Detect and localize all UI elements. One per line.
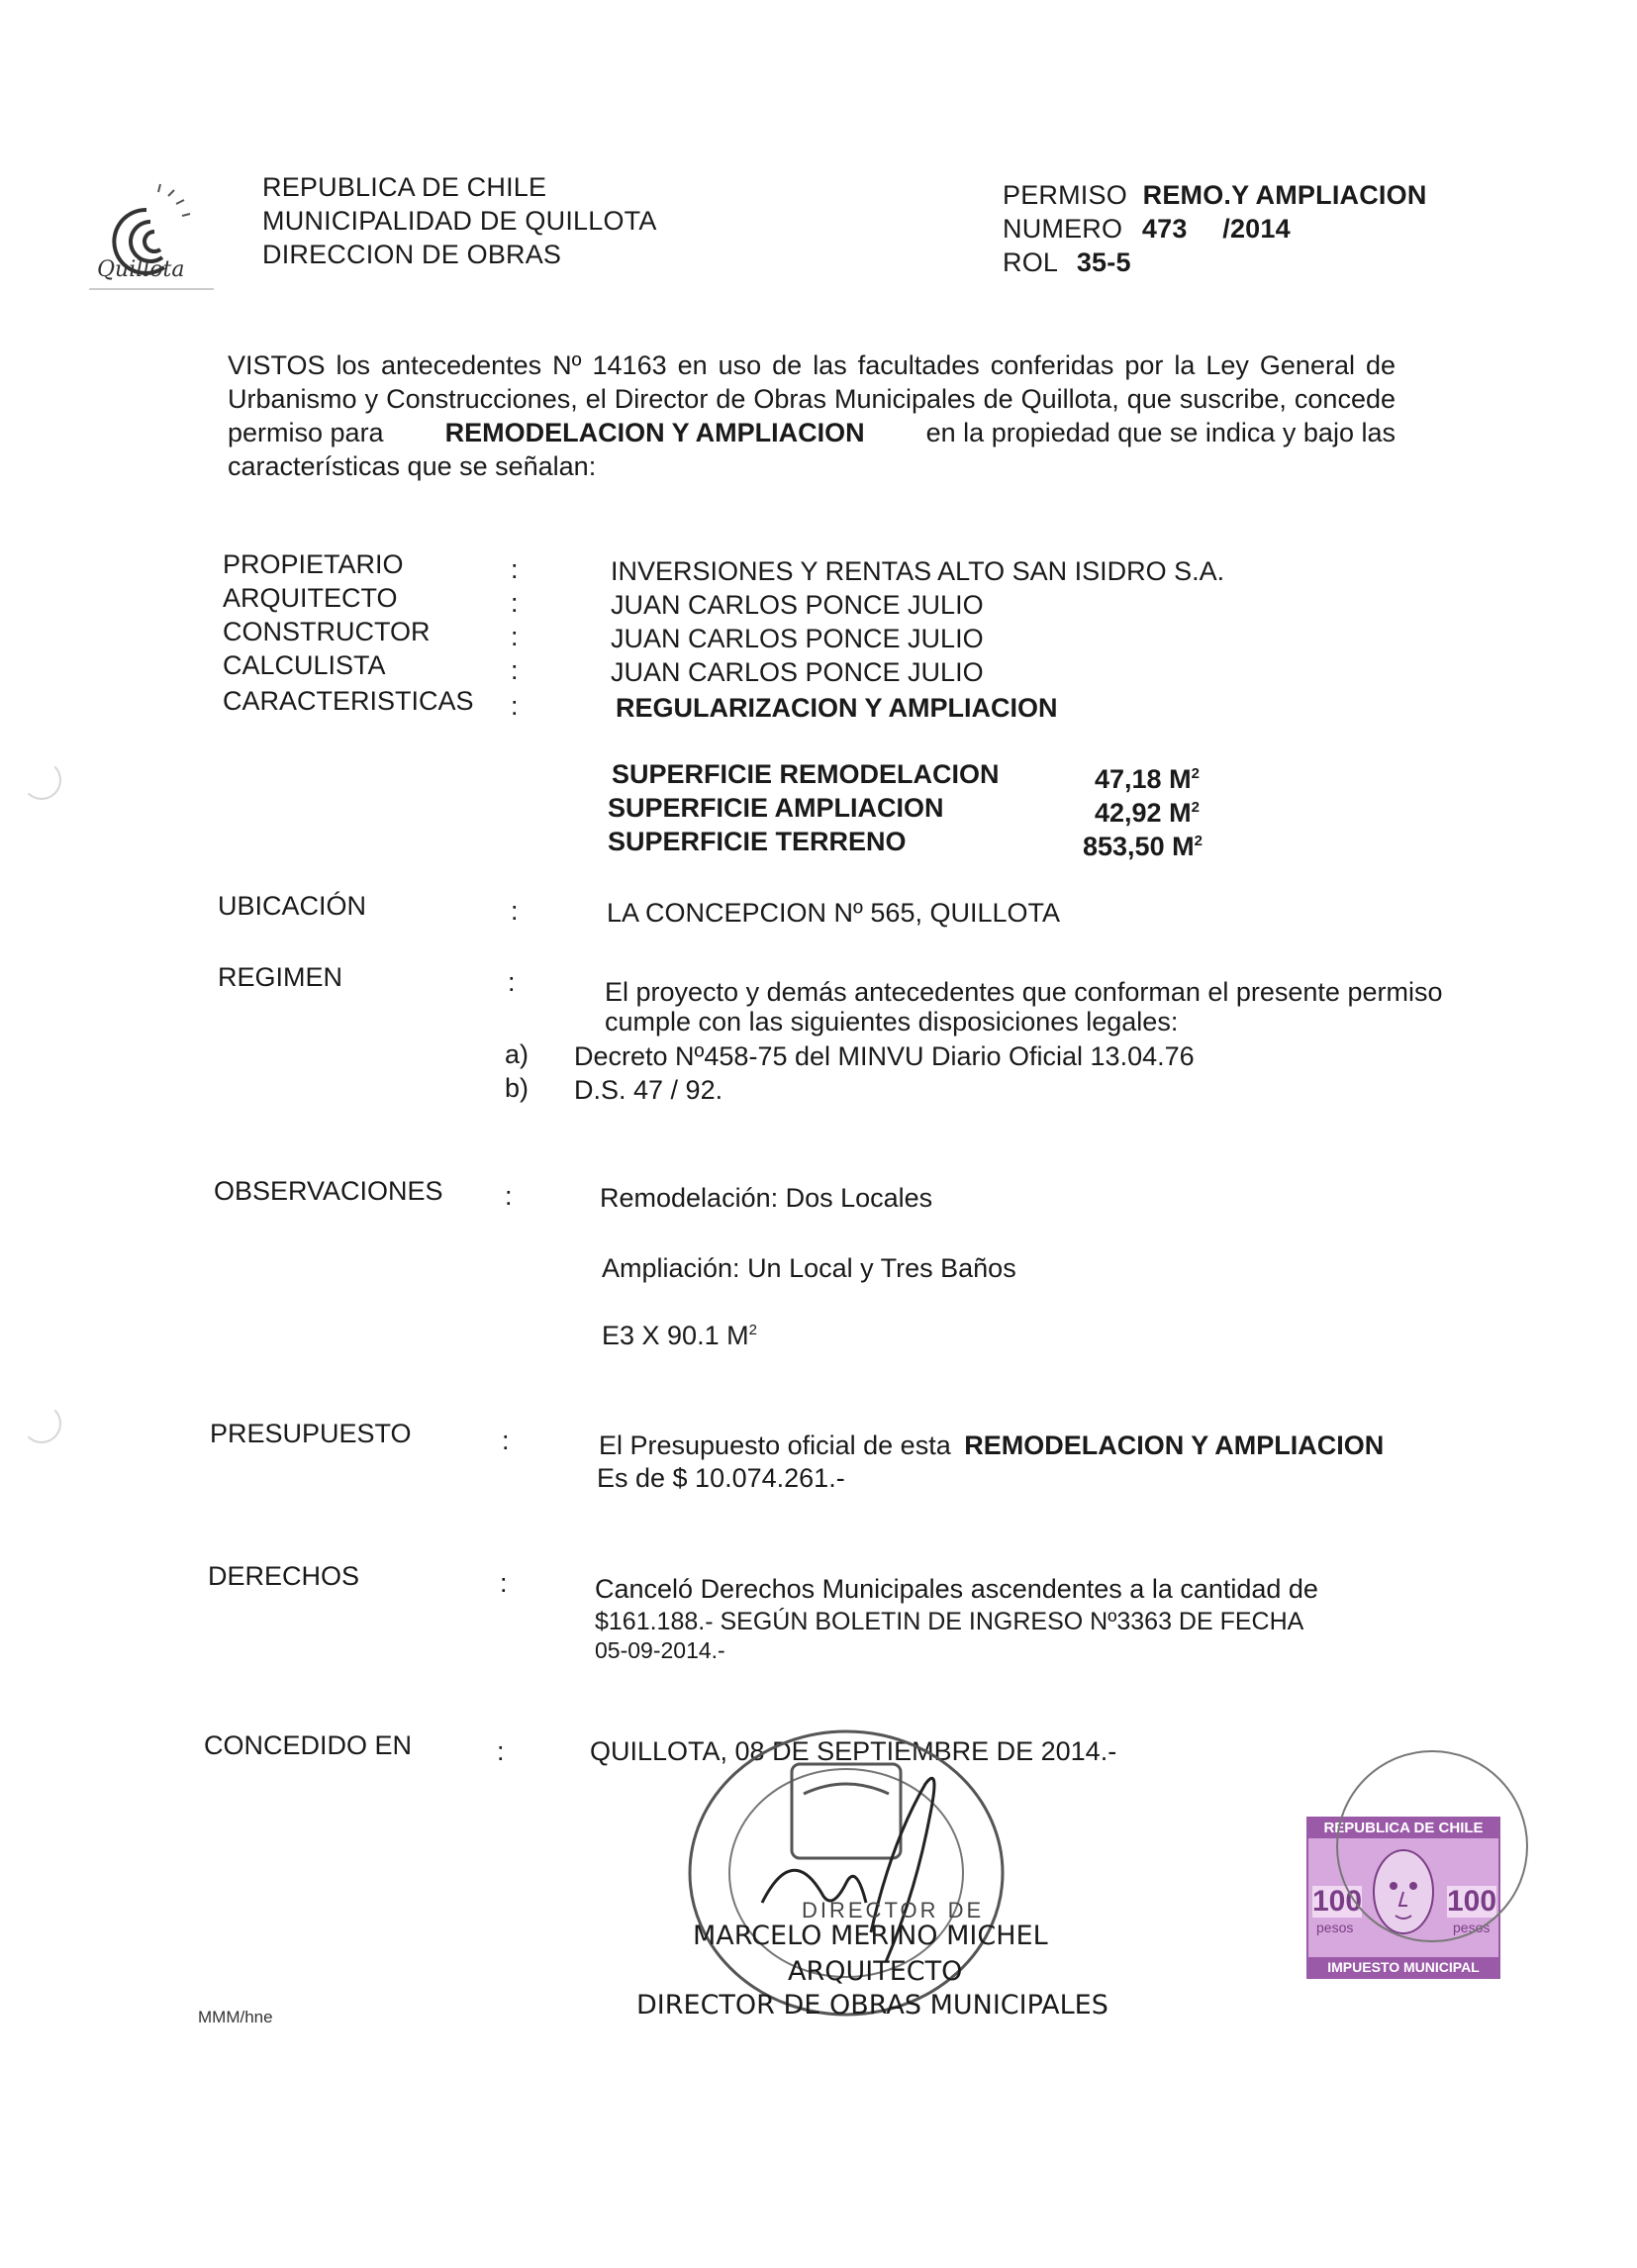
presupuesto-project-type: REMODELACION Y AMPLIACION <box>964 1430 1385 1460</box>
intro-text: permiso para <box>228 418 384 447</box>
punch-hole-mark <box>22 1404 61 1443</box>
field-colon: : <box>511 622 519 651</box>
permit-number-value: 473 <box>1141 214 1188 244</box>
typist-initials: MMM/hne <box>198 2008 273 2026</box>
intro-project-type: REMODELACION Y AMPLIACION <box>444 418 865 447</box>
regimen-item-text: Decreto Nº458-75 del MINVU Diario Oficial 13.04.76 <box>574 1041 1195 1071</box>
calculista-value: JUAN CARLOS PONCE JULIO <box>611 657 984 687</box>
surface-value <box>1095 764 1200 795</box>
regimen-item-marker: a) <box>505 1039 530 1069</box>
observaciones-text: E3 X 90.1 M <box>602 1321 749 1350</box>
intro-line: características que se señalan: <box>228 451 597 481</box>
observaciones-line <box>602 1321 757 1351</box>
signer-name: MARCELO MERINO MICHEL <box>693 1921 1048 1951</box>
revenue-stamp-currency: pesos <box>1316 1920 1354 1935</box>
derechos-line: 05-09-2014.- <box>595 1637 725 1663</box>
observaciones-label: OBSERVACIONES <box>214 1176 443 1206</box>
signer-title: ARQUITECTO <box>788 1956 963 1987</box>
surface-value <box>1095 798 1200 829</box>
regimen-item-text: D.S. 47 / 92. <box>574 1075 723 1105</box>
derechos-label: DERECHOS <box>208 1561 360 1591</box>
permit-info <box>1003 178 1427 279</box>
revenue-stamp-bottom: IMPUESTO MUNICIPAL <box>1306 1957 1500 1977</box>
permit-type-row <box>1003 178 1427 212</box>
rol-row <box>1003 246 1427 279</box>
field-colon: : <box>511 896 519 926</box>
field-colon: : <box>511 588 519 618</box>
permit-number-label: NUMERO <box>1003 214 1123 244</box>
field-colon: : <box>500 1568 508 1598</box>
intro-paragraph <box>228 348 1396 483</box>
permit-type-value: REMO.Y AMPLIACION <box>1142 180 1427 210</box>
arquitecto-label: ARQUITECTO <box>223 583 398 613</box>
field-colon: : <box>497 1736 505 1766</box>
propietario-label: PROPIETARIO <box>223 549 404 579</box>
punch-hole-mark <box>22 760 61 800</box>
rol-label: ROL <box>1003 247 1058 277</box>
presupuesto-line <box>599 1430 1384 1461</box>
permit-number-row <box>1003 212 1427 246</box>
issuer-line: DIRECCION DE OBRAS <box>262 240 562 269</box>
issuer-line: REPUBLICA DE CHILE <box>262 172 547 202</box>
revenue-stamp-value-right: 100 <box>1447 1885 1497 1918</box>
surface-label: SUPERFICIE AMPLIACION <box>608 793 944 823</box>
stamp-inner-text: DIRECTOR DE <box>802 1898 985 1923</box>
municipal-logo <box>87 170 216 304</box>
field-colon: : <box>505 1181 513 1211</box>
observaciones-line: Ampliación: Un Local y Tres Baños <box>602 1253 1016 1283</box>
field-colon: : <box>511 655 519 685</box>
concedido-label: CONCEDIDO EN <box>204 1730 413 1760</box>
intro-line <box>228 416 1396 449</box>
revenue-stamp-top: REPUBLICA DE CHILE <box>1306 1819 1500 1838</box>
ubicacion-label: UBICACIÓN <box>218 891 367 921</box>
derechos-line: $161.188.- SEGÚN BOLETIN DE INGRESO Nº3363 DE FECHA <box>595 1608 1304 1635</box>
regimen-text-line: cumple con las siguientes disposiciones legales: <box>605 1007 1179 1036</box>
caracteristicas-value: REGULARIZACION Y AMPLIACION <box>616 693 1058 723</box>
field-colon: : <box>502 1426 510 1455</box>
calculista-label: CALCULISTA <box>223 650 386 680</box>
presupuesto-label: PRESUPUESTO <box>210 1419 412 1448</box>
unit-superscript: 2 <box>1191 799 1200 816</box>
permit-type-label: PERMISO <box>1003 180 1127 210</box>
derechos-line: Canceló Derechos Municipales ascendentes a la cantidad de <box>595 1574 1318 1604</box>
concedido-value: QUILLOTA, 08 DE SEPTIEMBRE DE 2014.- <box>590 1736 1117 1766</box>
revenue-stamp-value-left: 100 <box>1312 1885 1363 1918</box>
surface-number: 853,50 M <box>1083 832 1195 861</box>
propietario-value: INVERSIONES Y RENTAS ALTO SAN ISIDRO S.A. <box>611 556 1225 586</box>
surface-value <box>1083 832 1203 862</box>
unit-superscript: 2 <box>1194 833 1203 849</box>
permit-number-year: /2014 <box>1222 214 1291 244</box>
intro-text: en la propiedad que se indica y bajo las <box>925 418 1396 447</box>
surface-label: SUPERFICIE TERRENO <box>608 827 907 856</box>
caracteristicas-label: CARACTERISTICAS <box>223 686 474 716</box>
field-colon: : <box>508 967 516 997</box>
surface-number: 42,92 M <box>1095 798 1192 828</box>
constructor-value: JUAN CARLOS PONCE JULIO <box>611 624 984 653</box>
field-colon: : <box>511 691 519 721</box>
unit-superscript: 2 <box>1191 765 1200 782</box>
revenue-stamp-cancel-ring <box>1336 1750 1528 1942</box>
unit-superscript: 2 <box>748 1322 757 1338</box>
regimen-label: REGIMEN <box>218 962 343 992</box>
ubicacion-value: LA CONCEPCION Nº 565, QUILLOTA <box>607 898 1060 928</box>
presupuesto-text: El Presupuesto oficial de esta <box>599 1430 951 1460</box>
surface-number: 47,18 M <box>1095 764 1192 794</box>
arquitecto-value: JUAN CARLOS PONCE JULIO <box>611 590 984 620</box>
surface-label: SUPERFICIE REMODELACION <box>612 759 1000 789</box>
logo-wordmark: Quillota <box>97 257 185 282</box>
intro-line: VISTOS los antecedentes Nº 14163 en uso de las facultades conferidas por la Ley General de <box>228 350 1396 380</box>
field-colon: : <box>511 554 519 584</box>
issuer-block <box>262 170 657 271</box>
regimen-item-marker: b) <box>505 1073 530 1103</box>
signer-role: DIRECTOR DE OBRAS MUNICIPALES <box>636 1990 1108 2021</box>
revenue-stamp-currency: pesos <box>1453 1920 1491 1935</box>
intro-line: Urbanismo y Construcciones, el Director de Obras Municipales de Quillota, que suscribe, concede <box>228 384 1396 414</box>
regimen-text-line: El proyecto y demás antecedentes que conforman el presente permiso <box>605 977 1443 1007</box>
constructor-label: CONSTRUCTOR <box>223 617 431 646</box>
issuer-line: MUNICIPALIDAD DE QUILLOTA <box>262 206 657 236</box>
observaciones-line: Remodelación: Dos Locales <box>600 1183 933 1213</box>
presupuesto-amount: Es de $ 10.074.261.- <box>597 1463 845 1493</box>
rol-value: 35-5 <box>1076 247 1131 277</box>
